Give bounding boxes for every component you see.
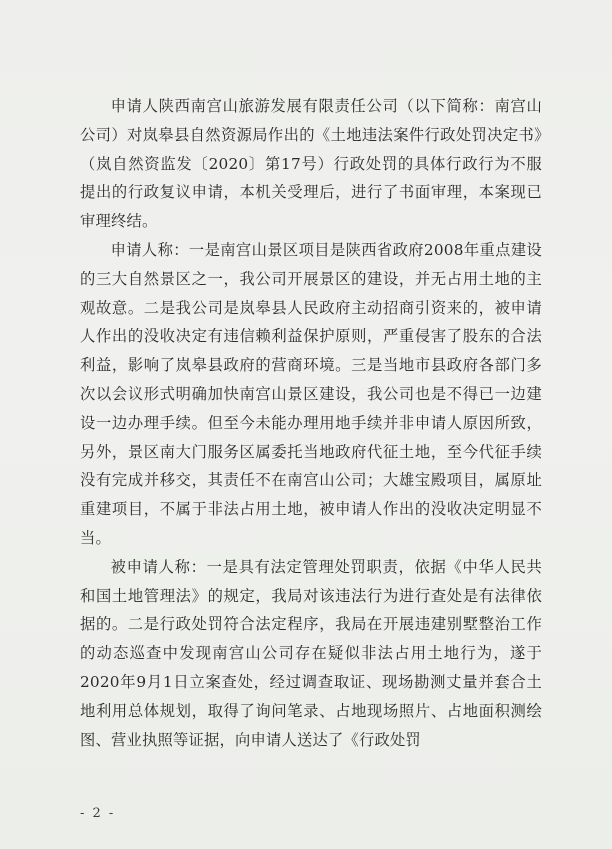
paragraph-intro: 申请人陕西南宫山旅游发展有限责任公司（以下简称：南宫山公司）对岚皋县自然资源局作出的《土地违法案件行政处罚决定书》（岚自然资监发〔2020〕第17号）行政处罚的具体行政行为不服提出的行政复议申请，本机关受理后，进行了书面审理，本案现已审理终结。	[80, 97, 542, 231]
paragraph-respondent-claims: 被申请人称：一是具有法定管理处罚职责，依据《中华人民共和国土地管理法》的规定，我局对该违法行为进行查处是有法律依据的。二是行政处罚符合法定程序，我局在开展违建别墅整治工作的动态巡查中发现南宫山公司存在疑似非法占用土地行为，遂于2020年9月1日立案查处，经过调查取证、现场勘测丈量并套合土地利用总体规划，取得了询问笔录、占地现场照片、占地面积测绘图、营业执照等证据，向申请人送达了《行政处罚	[80, 557, 542, 749]
paragraph-applicant-claims: 申请人称：一是南宫山景区项目是陕西省政府2008年重点建设的三大自然景区之一，我公司开展景区的建设，并无占用土地的主观故意。二是我公司是岚皋县人民政府主动招商引资来的，被申请人作出的没收决定有违信赖利益保护原则，严重侵害了股东的合法利益，影响了岚皋县政府的营商环境。三是当地市县政府各部门多次以会议形式明确加快南宫山景区建设，我公司也是不得已一边建设一边办理手续。但至今未能办理用地手续并非申请人原因所致，另外，景区南大门服务区属委托当地政府代征土地，至今代征手续没有完成并移交，其责任不在南宫山公司；大雄宝殿项目，属原址重建项目，不属于非法占用土地，被申请人作出的没收决定明显不当。	[80, 240, 542, 547]
document-body	[80, 92, 542, 754]
page-number: - 2 -	[80, 806, 116, 821]
